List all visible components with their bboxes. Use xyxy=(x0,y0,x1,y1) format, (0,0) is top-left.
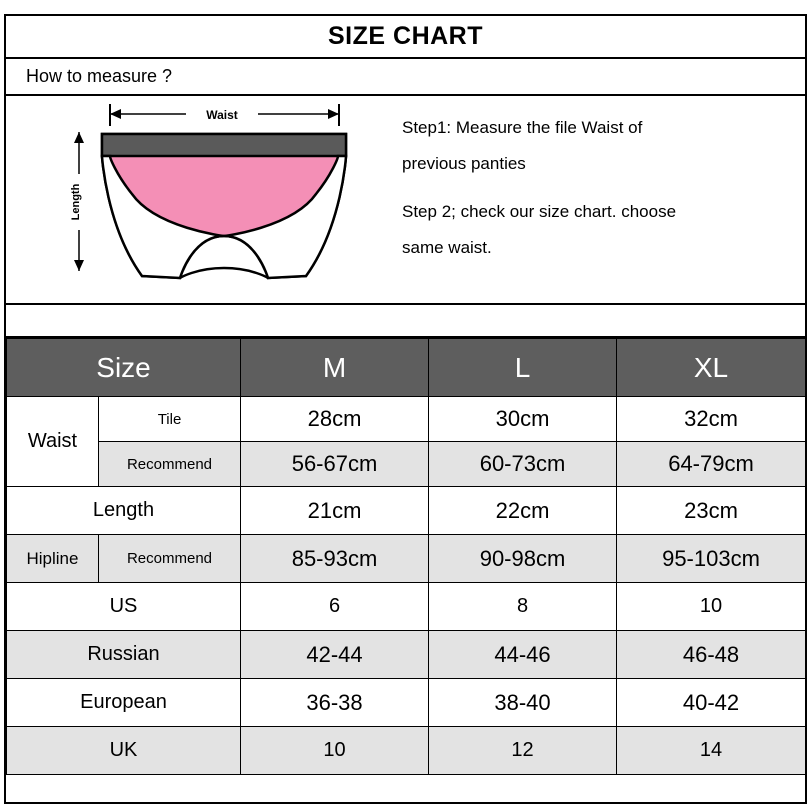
step-line-1: Step1: Measure the file Waist of xyxy=(402,118,643,137)
step-line-3: Step 2; check our size chart. choose xyxy=(402,202,677,221)
table-row xyxy=(7,727,806,775)
cell-waist-rec-l: 60-73cm xyxy=(429,442,617,487)
table-row xyxy=(7,487,806,535)
cell-uk-xl: 14 xyxy=(617,727,806,775)
row-label-european: European xyxy=(7,679,241,727)
table-row xyxy=(7,679,806,727)
table-row xyxy=(7,442,806,487)
row-label-russian: Russian xyxy=(7,631,241,679)
row-label-uk: UK xyxy=(7,727,241,775)
header-xl: XL xyxy=(617,339,806,397)
cell-us-m: 6 xyxy=(241,583,429,631)
table-row xyxy=(7,535,806,583)
table-row xyxy=(7,397,806,442)
size-table xyxy=(6,338,806,775)
diagram-row xyxy=(6,96,805,305)
title-row xyxy=(6,16,805,59)
row-label-length: Length xyxy=(7,487,241,535)
cell-length-l: 22cm xyxy=(429,487,617,535)
steps-text xyxy=(394,96,805,303)
cell-length-xl: 23cm xyxy=(617,487,806,535)
cell-waist-tile-xl: 32cm xyxy=(617,397,806,442)
cell-length-m: 21cm xyxy=(241,487,429,535)
cell-uk-l: 12 xyxy=(429,727,617,775)
row-label-hipline: Hipline xyxy=(7,535,99,583)
cell-waist-tile-m: 28cm xyxy=(241,397,429,442)
row-label-us: US xyxy=(7,583,241,631)
cell-russian-xl: 46-48 xyxy=(617,631,806,679)
chart-frame xyxy=(4,14,807,804)
table-row xyxy=(7,631,806,679)
svg-text:Length: Length xyxy=(70,183,82,221)
step-line-2: previous panties xyxy=(402,154,526,173)
cell-russian-l: 44-46 xyxy=(429,631,617,679)
cell-us-xl: 10 xyxy=(617,583,806,631)
row-sub-waist-recommend: Recommend xyxy=(99,442,241,487)
row-sub-hipline-recommend: Recommend xyxy=(99,535,241,583)
step-line-4: same waist. xyxy=(402,238,492,257)
page-title: SIZE CHART xyxy=(328,22,483,50)
row-label-waist: Waist xyxy=(7,397,99,487)
table-header-row xyxy=(7,339,806,397)
table-row xyxy=(7,583,806,631)
panty-illustration-svg xyxy=(6,96,394,301)
cell-hipline-m: 85-93cm xyxy=(241,535,429,583)
cell-us-l: 8 xyxy=(429,583,617,631)
how-to-measure-label: How to measure ? xyxy=(26,66,173,86)
header-size: Size xyxy=(7,339,241,397)
cell-european-m: 36-38 xyxy=(241,679,429,727)
cell-waist-rec-m: 56-67cm xyxy=(241,442,429,487)
cell-uk-m: 10 xyxy=(241,727,429,775)
cell-hipline-l: 90-98cm xyxy=(429,535,617,583)
cell-russian-m: 42-44 xyxy=(241,631,429,679)
header-l: L xyxy=(429,339,617,397)
panty-diagram xyxy=(6,96,394,303)
cell-waist-tile-l: 30cm xyxy=(429,397,617,442)
how-to-measure-row xyxy=(6,59,805,96)
cell-waist-rec-xl: 64-79cm xyxy=(617,442,806,487)
row-sub-tile: Tile xyxy=(99,397,241,442)
cell-european-xl: 40-42 xyxy=(617,679,806,727)
cell-hipline-xl: 95-103cm xyxy=(617,535,806,583)
spacer-band xyxy=(6,305,805,338)
svg-text:Waist: Waist xyxy=(206,108,238,122)
header-m: M xyxy=(241,339,429,397)
cell-european-l: 38-40 xyxy=(429,679,617,727)
